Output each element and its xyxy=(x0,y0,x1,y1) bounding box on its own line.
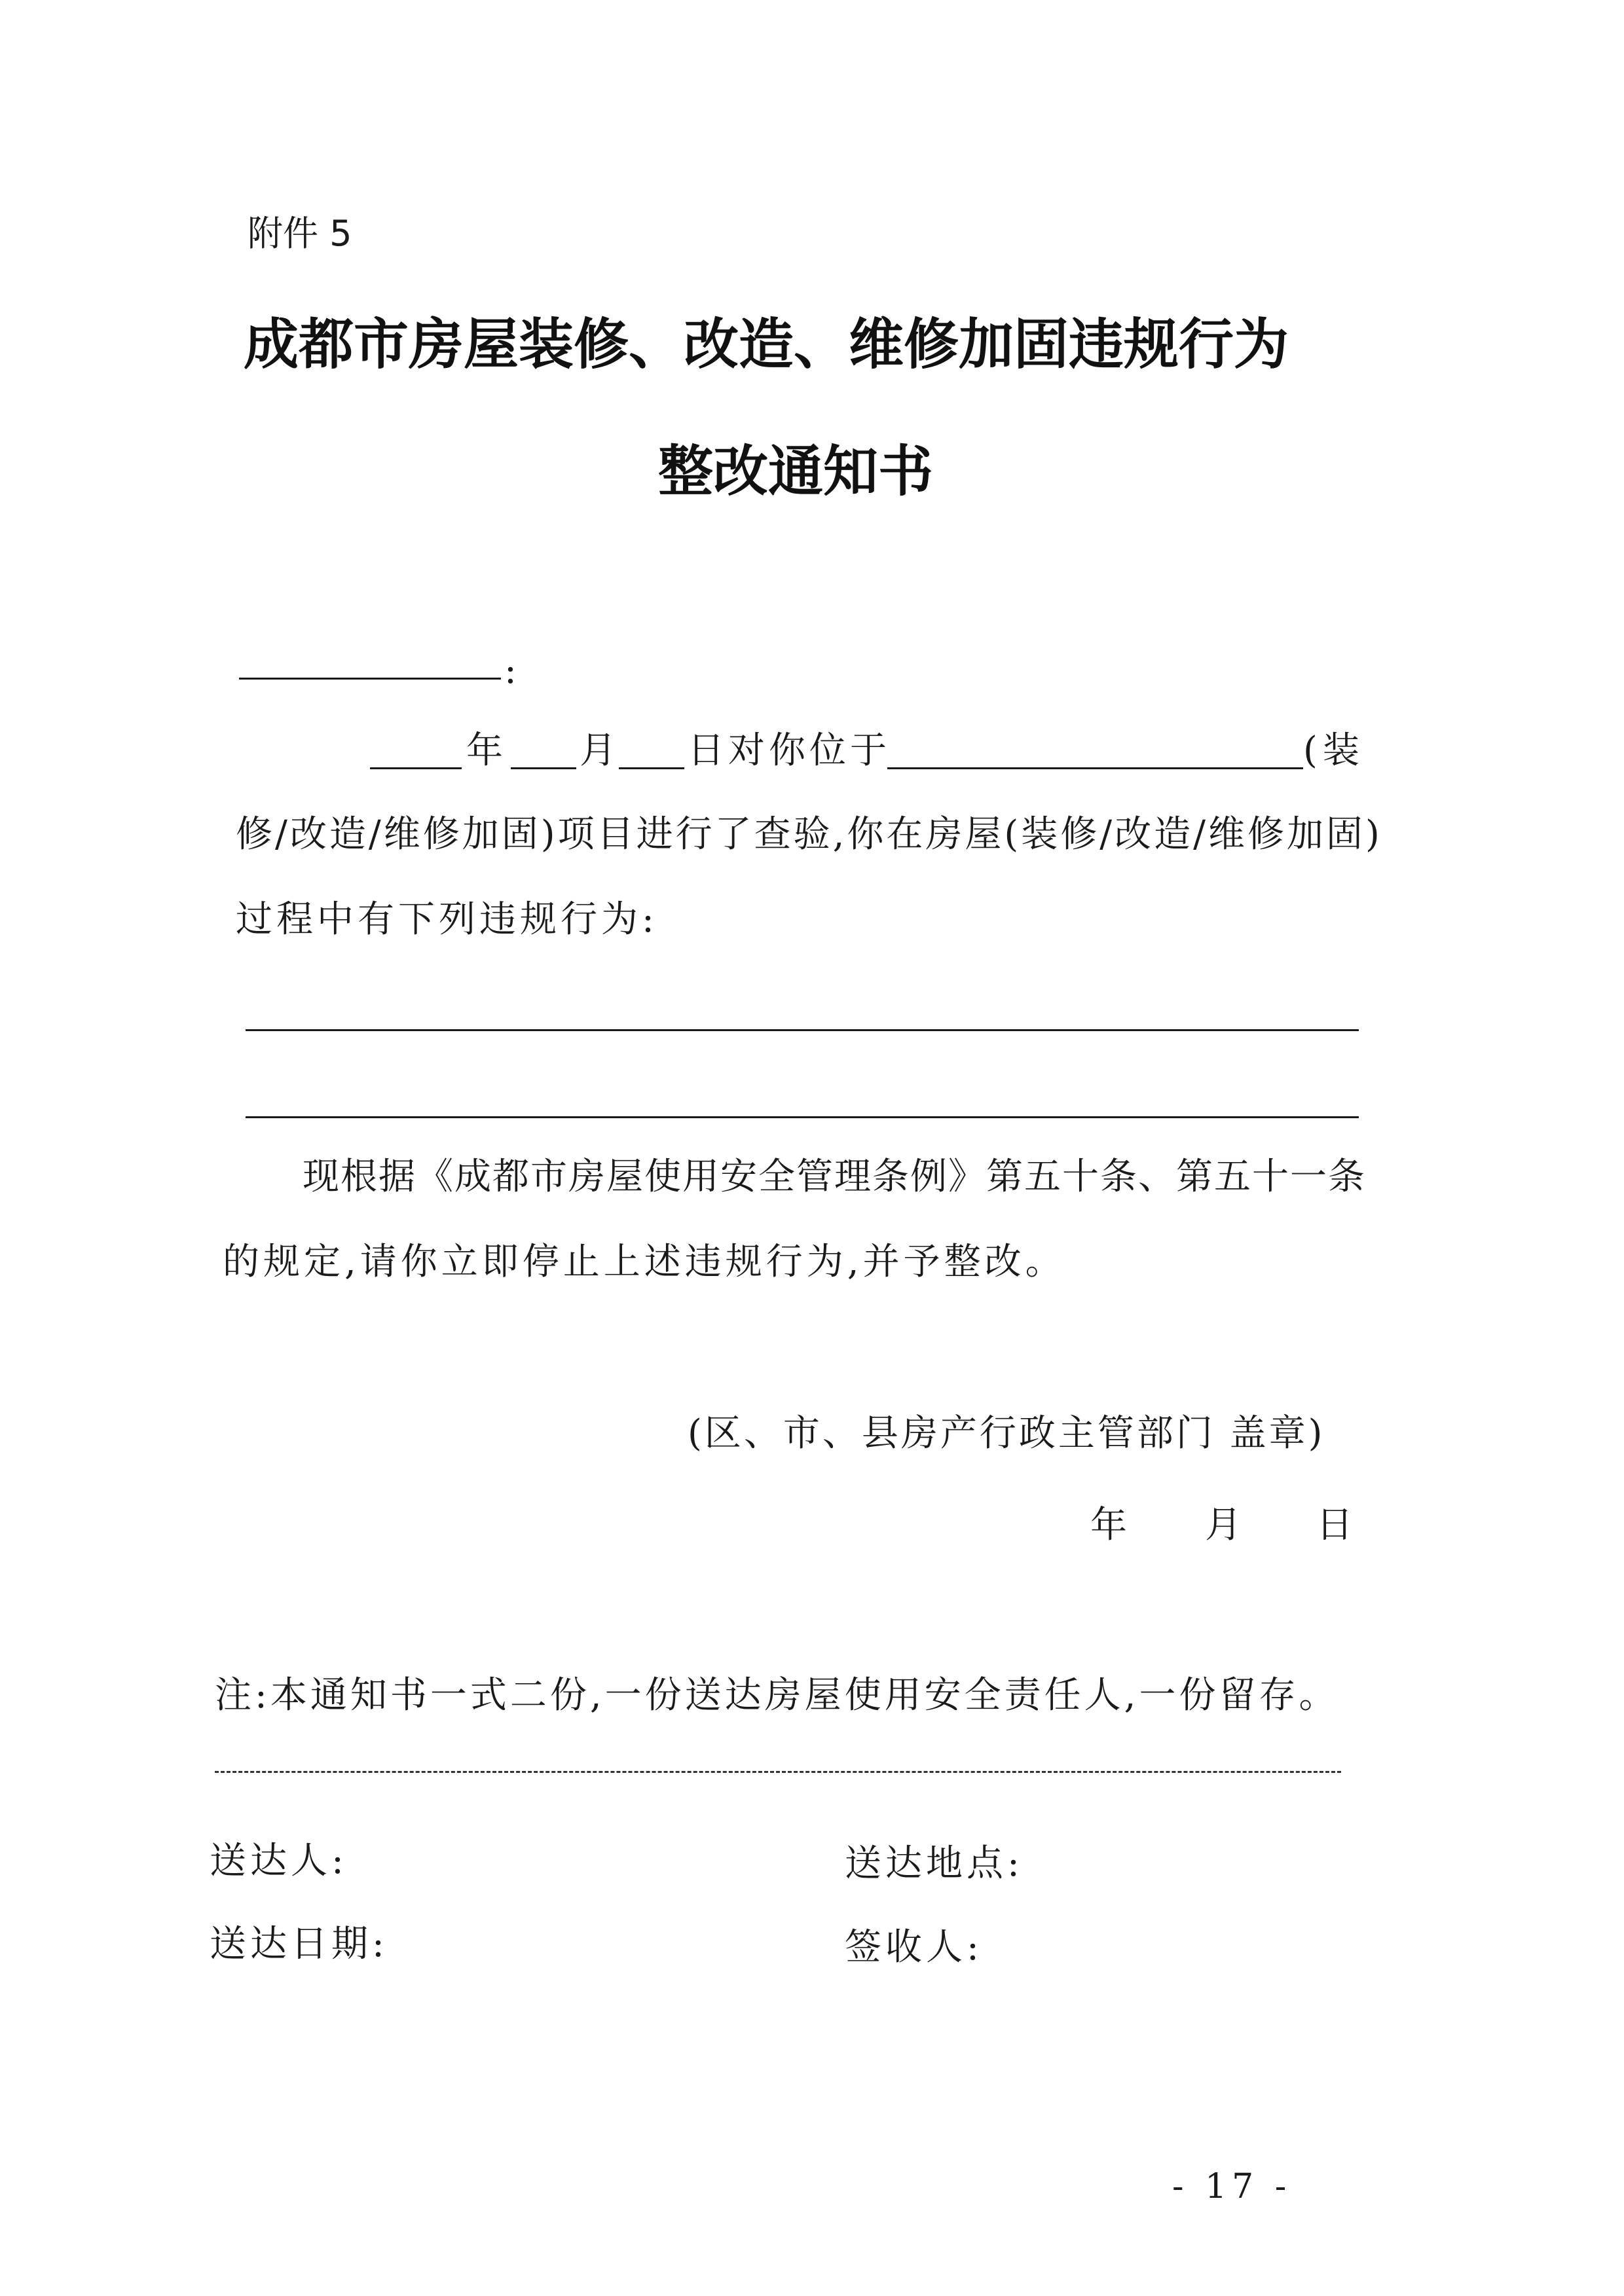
cut-line xyxy=(215,1771,1341,1773)
delivery-place-label: 送达地点: xyxy=(845,1842,1024,1885)
inspection-month-label: 月 xyxy=(580,729,616,772)
delivery-recipient-label: 签收人: xyxy=(845,1926,983,1969)
attachment-label: 附件 5 xyxy=(248,213,352,254)
delivery-date-label: 送达日期: xyxy=(210,1923,388,1965)
delivery-deliverer-label: 送达人: xyxy=(210,1840,348,1882)
inspection-day-blank[interactable] xyxy=(619,767,684,769)
basis-line1: 现根据《成都市房屋使用安全管理条例》第五十条、第五十一条 xyxy=(303,1156,1366,1198)
inspection-line1-suffix: (装 xyxy=(1303,729,1365,772)
inspection-location-label: 日对你位于 xyxy=(688,729,891,772)
addressee-colon: : xyxy=(504,649,517,692)
document-title-line2: 整改通知书 xyxy=(658,439,934,503)
inspection-month-blank[interactable] xyxy=(511,767,576,769)
seal-authority: (区、市、县房产行政主管部门 盖章) xyxy=(688,1412,1325,1455)
violation-line-2[interactable] xyxy=(246,1116,1359,1118)
document-title-line1: 成都市房屋装修、改造、维修加固违规行为 xyxy=(244,312,1289,376)
inspection-line2: 修/改造/维修加固)项目进行了查验,你在房屋(装修/改造/维修加固) xyxy=(236,813,1382,856)
basis-line2: 的规定,请你立即停止上述违规行为,并予整改。 xyxy=(223,1241,1066,1283)
seal-date-day: 日 xyxy=(1316,1504,1353,1546)
inspection-year-blank[interactable] xyxy=(370,767,462,769)
note-text: 注:本通知书一式二份,一份送达房屋使用安全责任人,一份留存。 xyxy=(215,1674,1339,1717)
seal-date-month: 月 xyxy=(1205,1504,1242,1546)
inspection-year-label: 年 xyxy=(466,729,503,772)
seal-date-year: 年 xyxy=(1090,1504,1127,1546)
page-number: - 17 - xyxy=(1172,2167,1292,2206)
violation-line-1[interactable] xyxy=(246,1029,1359,1031)
inspection-line3: 过程中有下列违规行为: xyxy=(236,898,658,941)
addressee-blank[interactable] xyxy=(239,678,501,680)
inspection-location-blank[interactable] xyxy=(887,767,1303,769)
